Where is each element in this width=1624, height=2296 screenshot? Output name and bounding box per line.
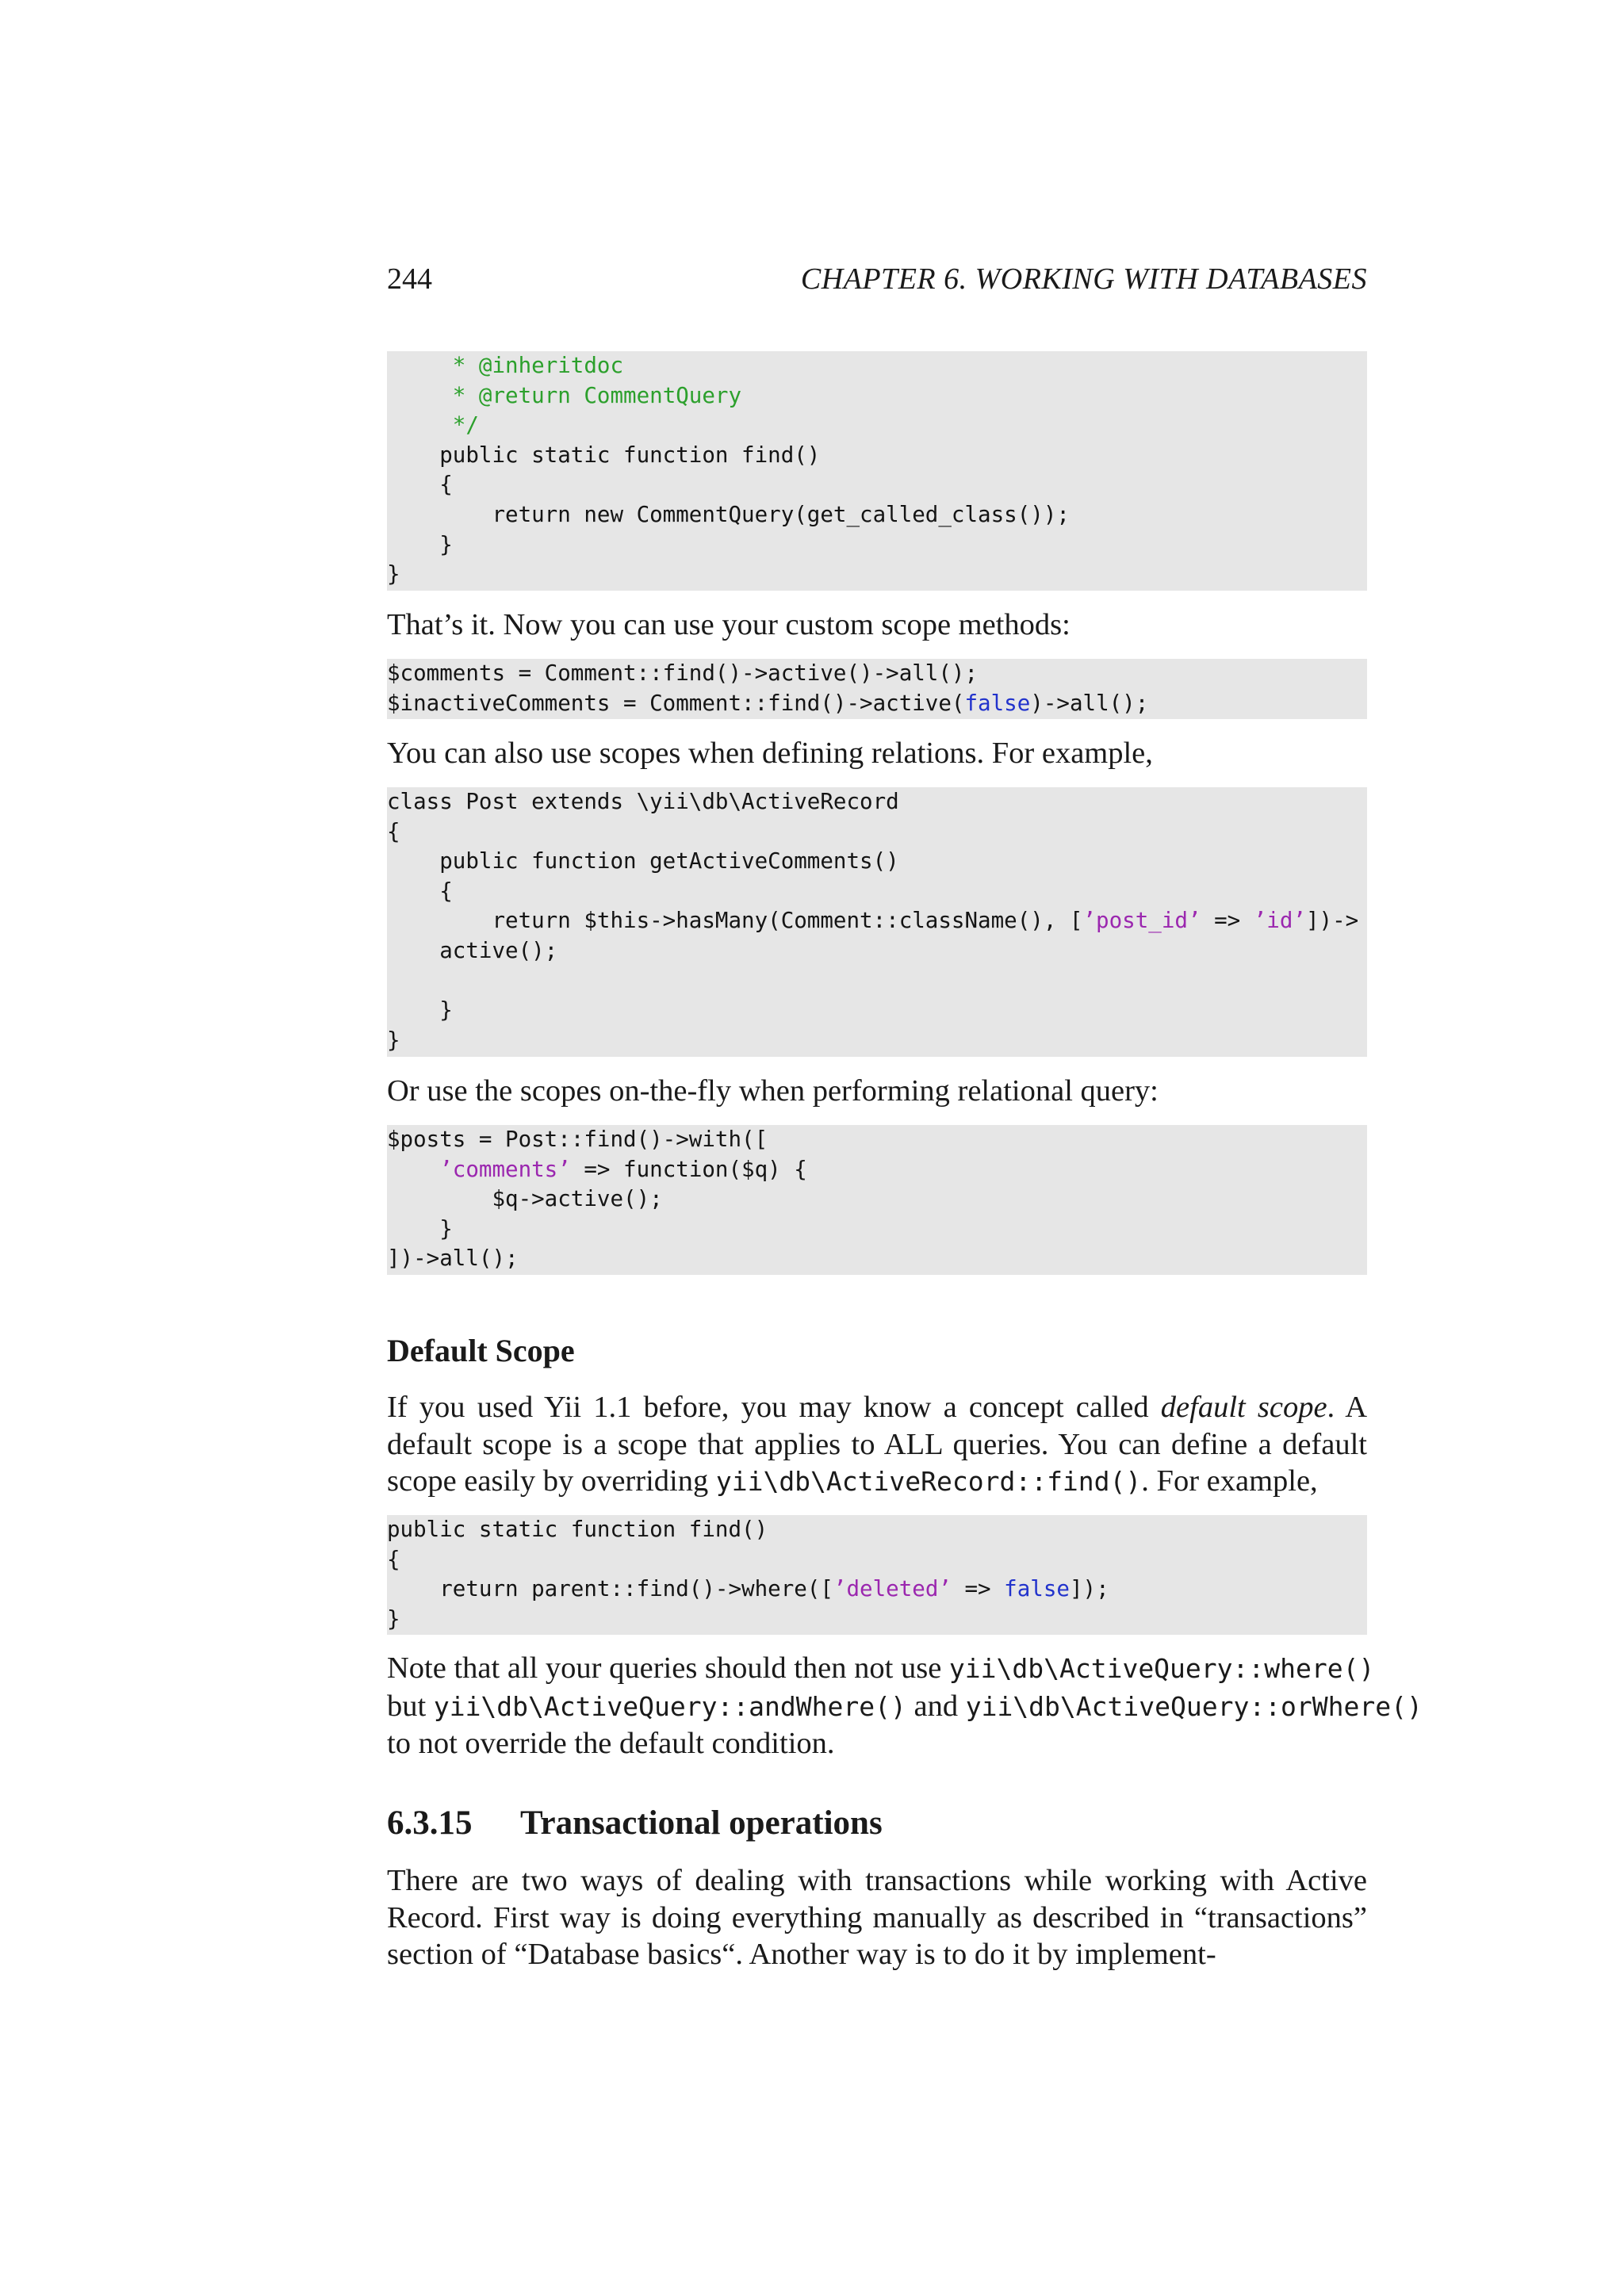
code-line (387, 847, 1367, 877)
code-block-posts-with (387, 1125, 1367, 1275)
code-line (387, 787, 1367, 817)
code-line (387, 817, 1367, 848)
code-token: ])-> (1305, 908, 1359, 934)
code-token: } (387, 531, 453, 557)
paragraph-note-queries: Note that all your queries should then not use yii\db\ActiveQuery::where() but yii\db\ActiveQuery::andWhere() and yii\db\ActiveQuery::orWhere() to not override the default condition. (387, 1651, 1423, 1760)
code-line (387, 441, 1367, 471)
code-line (387, 1605, 1367, 1635)
code-line (387, 1026, 1367, 1056)
code-line (387, 1215, 1367, 1245)
code-token: public static function find() (387, 1517, 768, 1542)
code-token: public function getActiveComments() (387, 848, 899, 874)
section-title: Transactional operations (520, 1804, 883, 1842)
code-line (387, 1545, 1367, 1575)
code-line (387, 411, 1367, 441)
paragraph-on-the-fly: Or use the scopes on-the-fly when performing relational query: (387, 1074, 1159, 1108)
section-number: 6.3.15 (387, 1804, 473, 1842)
section-heading (387, 1802, 883, 1845)
code-token: )->all(); (1030, 690, 1149, 716)
code-token: => (1201, 908, 1254, 934)
code-token: ’deleted’ (833, 1576, 952, 1602)
paragraph-default-scope: If you used Yii 1.1 before, you may know a concept called default scope. A default scope is a scope that applies to ALL queries. You can define a default scope easily by overriding yii\db\ActiveRecord::find(). For example, (387, 1391, 1368, 1498)
code-token: class Post extends \yii\db\ActiveRecord (387, 789, 899, 814)
code-line (387, 689, 1367, 719)
code-line (387, 1184, 1367, 1215)
code-token: return new CommentQuery(get_called_class()); (387, 501, 1070, 527)
code-token: } (387, 561, 400, 587)
code-line (387, 1155, 1367, 1185)
inline-code-andwhere: yii\db\ActiveQuery::andWhere() (433, 1690, 906, 1722)
paragraph-thats-it: That’s it. Now you can use your custom scope methods: (387, 608, 1071, 641)
paragraph-relations: You can also use scopes when defining relations. For example, (387, 737, 1153, 770)
code-token: => function($q) { (570, 1156, 807, 1182)
code-line (387, 877, 1367, 907)
page-number: 244 (387, 262, 432, 296)
code-token: $q->active(); (387, 1186, 663, 1212)
code-token: active(); (387, 937, 558, 963)
code-line (387, 1125, 1367, 1155)
paragraph-transactions: There are two ways of dealing with transactions while working with Active Record. First way is doing everything manually as described in “transactions” section of “Database basics“. Another way is to do it by implement- (387, 1864, 1367, 1971)
code-line (387, 530, 1367, 561)
code-line (387, 560, 1367, 590)
inline-code-where: yii\db\ActiveQuery::where() (948, 1653, 1375, 1684)
code-token: $comments = Comment::find()->active()->all(); (387, 660, 979, 686)
term-default-scope: default scope (1160, 1391, 1327, 1424)
code-token: } (387, 997, 453, 1024)
code-token: { (387, 878, 453, 904)
code-token (387, 353, 453, 378)
code-token: * @return CommentQuery (452, 382, 742, 408)
code-token (387, 383, 453, 408)
code-token: ’comments’ (439, 1156, 571, 1182)
code-line (387, 381, 1367, 411)
code-line (387, 1515, 1367, 1545)
code-token: => (951, 1576, 1005, 1602)
code-token: return parent::find()->where([ (387, 1576, 833, 1602)
subheading-default-scope: Default Scope (387, 1333, 575, 1368)
code-line (387, 906, 1367, 936)
code-token: ]); (1069, 1576, 1109, 1602)
code-token: public static function find() (387, 442, 821, 468)
code-token: * @inheritdoc (452, 353, 624, 378)
code-token: $posts = Post::find()->with([ (387, 1127, 768, 1152)
code-token: $inactiveComments = Comment::find()->active( (387, 690, 965, 716)
code-line (387, 1575, 1367, 1605)
inline-code-orwhere: yii\db\ActiveQuery::orWhere() (965, 1690, 1423, 1722)
code-token: } (387, 1027, 400, 1053)
code-line (387, 936, 1367, 966)
code-token: false (964, 690, 1031, 716)
code-token: return $this->hasMany(Comment::className(), [ (387, 908, 1083, 934)
code-token: { (387, 472, 453, 498)
code-line (387, 500, 1367, 530)
code-token: false (1004, 1576, 1070, 1602)
code-line (387, 659, 1367, 689)
code-token: } (387, 1215, 453, 1242)
code-token: ])->all(); (387, 1246, 519, 1272)
code-token: */ (452, 412, 479, 438)
code-token: { (387, 818, 400, 844)
code-token (387, 1157, 439, 1182)
code-line (387, 966, 1367, 997)
code-token: ’id’ (1253, 908, 1306, 934)
page (387, 0, 1423, 2296)
code-line (387, 351, 1367, 381)
code-token: } (387, 1605, 400, 1632)
code-line (387, 996, 1367, 1026)
code-line (387, 470, 1367, 500)
code-block-scope-usage (387, 659, 1367, 719)
code-token (387, 412, 453, 438)
code-block-comment-find (387, 351, 1367, 591)
code-block-post-class (387, 787, 1367, 1057)
chapter-title: CHAPTER 6. WORKING WITH DATABASES (800, 262, 1367, 296)
code-token: { (387, 1546, 400, 1572)
code-block-default-find (387, 1515, 1367, 1635)
inline-code-activerecord-find: yii\db\ActiveRecord::find() (715, 1466, 1142, 1497)
code-token: ’post_id’ (1082, 908, 1201, 934)
code-line (387, 1244, 1367, 1274)
